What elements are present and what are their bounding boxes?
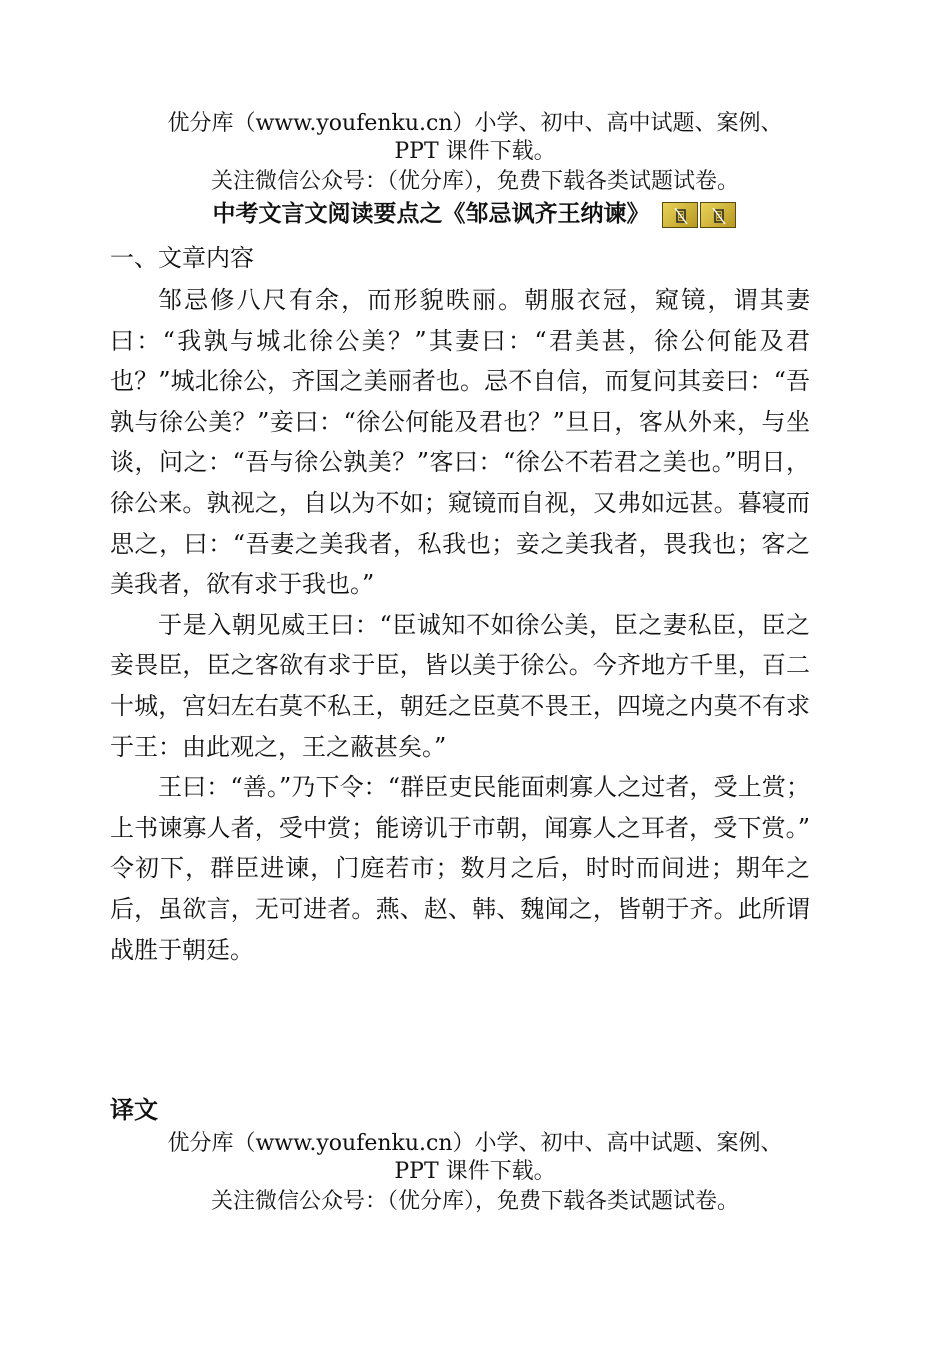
paragraph: 于是入朝见威王曰：“臣诚知不如徐公美，臣之妻私臣，臣之妾畏臣，臣之客欲有求于臣，皆以美于徐公。今齐地方千里，百二十城，宫妇左右莫不私王，朝廷之臣莫不畏王，四境之内莫不有求于王：由此观之，王之蔽甚矣。”: [110, 610, 810, 761]
header-line-1: 优分库（www.youfenku.cn）小学、初中、高中试题、案例、: [167, 111, 783, 136]
embedded-icons: [662, 199, 738, 231]
document-title-row: [110, 198, 840, 231]
paperclip-icon[interactable]: [662, 202, 698, 228]
paragraph: 邹忌修八尺有余，而形貌昳丽。朝服衣冠，窥镜，谓其妻曰：“我孰与城北徐公美？”其妻曰：“君美甚，徐公何能及君也？”城北徐公，齐国之美丽者也。忌不自信，而复问其妾曰：“吾孰与徐公美？”妾曰：“徐公何能及君也？”旦日，客从外来，与坐谈，问之：“吾与徐公孰美？”客曰：“徐公不若君之美也。”明日，徐公来。孰视之，自以为不如；窥镜而自视，又弗如远甚。暮寝而思之，曰：“吾妻之美我者，私我也；妾之美我者，畏我也；客之美我者，欲有求于我也。”: [110, 286, 810, 599]
article-body: [110, 280, 810, 970]
page-header: [110, 110, 840, 196]
header-line-2: PPT 课件下载。: [394, 139, 556, 164]
footer-line-1: 优分库（www.youfenku.cn）小学、初中、高中试题、案例、: [167, 1131, 783, 1156]
translation-heading: 译文: [110, 1096, 158, 1124]
page-footer: [110, 1130, 840, 1216]
section-heading: 一、文章内容: [110, 244, 254, 272]
footer-line-2: PPT 课件下载。: [394, 1159, 556, 1184]
paragraph: 王曰：“善。”乃下令：“群臣吏民能面刺寡人之过者，受上赏；上书谏寡人者，受中赏；能谤讥于市朝，闻寡人之耳者，受下赏。” 令初下，群臣进谏，门庭若市；数月之后，时时而间进；期年之后，虽欲言，无可进者。燕、赵、韩、魏闻之，皆朝于齐。此所谓战胜于朝廷。: [110, 773, 810, 964]
document-title: 中考文言文阅读要点之《邹忌讽齐王纳谏》: [212, 201, 650, 227]
paperclip-icon[interactable]: [700, 202, 736, 228]
footer-line-3: 关注微信公众号：（优分库），免费下载各类试题试卷。: [210, 1189, 739, 1214]
header-line-3: 关注微信公众号：（优分库），免费下载各类试题试卷。: [210, 169, 739, 194]
